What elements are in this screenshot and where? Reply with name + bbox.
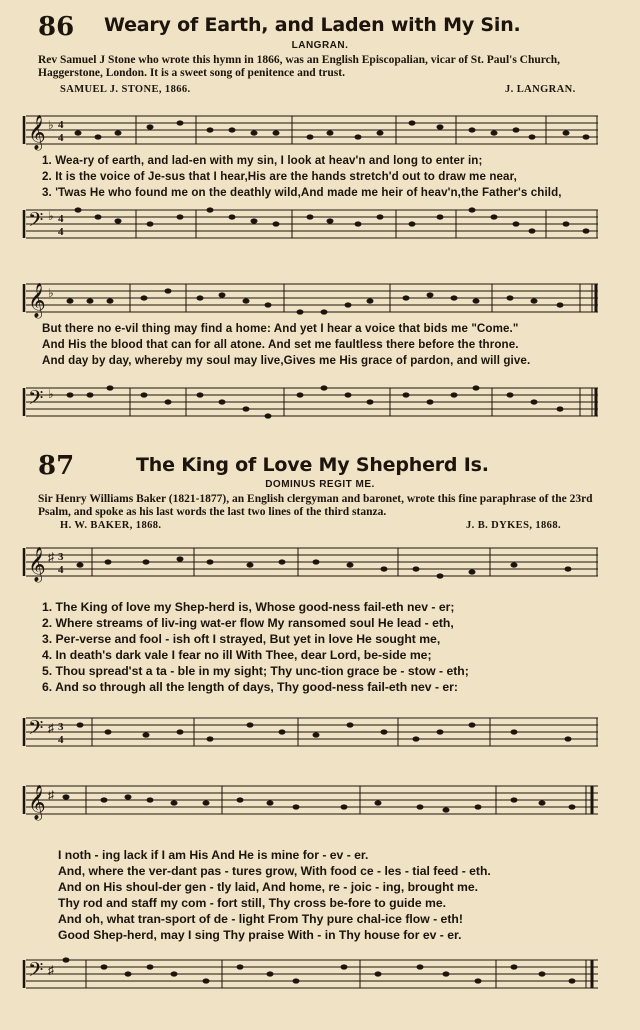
- hymn-title: Weary of Earth, and Laden with My Sin.: [104, 14, 521, 36]
- tune-name: LANGRAN.: [291, 40, 349, 51]
- svg-text:𝄞: 𝄞: [28, 548, 46, 581]
- svg-text:3: 3: [58, 551, 64, 563]
- words-credit: SAMUEL J. STONE, 1866.: [60, 84, 191, 95]
- tune-name: DOMINUS REGIT ME.: [265, 479, 375, 490]
- svg-text:𝄢: 𝄢: [28, 210, 44, 236]
- svg-text:♭: ♭: [48, 387, 54, 401]
- hymn-title: The King of Love My Shepherd Is.: [136, 454, 489, 476]
- svg-text:4: 4: [58, 564, 64, 576]
- lyric-line: Thy rod and staff my com - fort still, Thy cross be-fore to guide me.: [58, 896, 447, 910]
- lyric-line: 6. And so through all the length of days, Thy good-ness fail-eth nev - er:: [42, 680, 458, 694]
- svg-text:♭: ♭: [48, 118, 54, 132]
- hymn-number: 86: [38, 12, 75, 42]
- lyric-line: I noth - ing lack if I am His And He is mine for - ev - er.: [58, 848, 369, 862]
- svg-text:♯: ♯: [48, 550, 54, 564]
- music-staff-treble: [0, 274, 640, 324]
- music-staff-bass: [0, 948, 640, 1006]
- lyric-line: 4. In death's dark vale I fear no ill With Thee, dear Lord, be-side me;: [42, 648, 432, 662]
- music-staff-treble: [0, 106, 640, 156]
- lyric-line: 3. 'Twas He who found me on the deathly wild,And made me heir of heav'n,the Father's child,: [42, 186, 562, 199]
- lyric-line: 2. It is the voice of Je-sus that I hear,His are the hands stretch'd out to draw me near,: [42, 170, 517, 183]
- svg-text:4: 4: [58, 132, 64, 144]
- lyric-line: And on His shoul-der gen - tly laid, And home, re - joic - ing, brought me.: [58, 880, 479, 894]
- words-credit: H. W. BAKER, 1868.: [60, 520, 162, 531]
- hymn-introduction: Rev Samuel J Stone who wrote this hymn in 1866, was an English Episcopalian, vicar of St. Paul's Church, Haggerstone, London. It is a sweet song of penitence and trust.: [38, 54, 561, 79]
- svg-text:𝄞: 𝄞: [28, 786, 46, 819]
- svg-text:♭: ♭: [48, 209, 54, 223]
- lyric-line: And, where the ver-dant pas - tures grow, With food ce - les - tial feed - eth.: [58, 864, 491, 878]
- svg-text:4: 4: [58, 119, 64, 131]
- lyric-line: Good Shep-herd, may I sing Thy praise With - in Thy house for ev - er.: [58, 928, 462, 942]
- lyric-line: 5. Thou spread'st a ta - ble in my sight; Thy unc-tion grace be - stow - eth;: [42, 664, 469, 678]
- lyric-line: And His the blood that can for all atone. And set me faultless there before the throne.: [42, 338, 519, 351]
- lyric-line: 1. Wea-ry of earth, and lad-en with my sin, I look at heav'n and long to enter in;: [42, 154, 483, 167]
- svg-text:𝄢: 𝄢: [28, 718, 44, 744]
- music-staff-bass: [0, 706, 640, 764]
- lyric-line: 2. Where streams of liv-ing wat-er flow My ransomed soul He lead - eth,: [42, 616, 454, 630]
- lyric-line: And oh, what tran-sport of de - light From Thy pure chal-ice flow - eth!: [58, 912, 463, 926]
- music-staff-bass: [0, 378, 640, 428]
- svg-text:♭: ♭: [48, 286, 54, 300]
- music-credit: J. LANGRAN.: [505, 84, 576, 95]
- svg-text:4: 4: [58, 213, 64, 225]
- lyric-line: And day by day, whereby my soul may live,Gives me His grace of pardon, and will give.: [42, 354, 531, 367]
- svg-text:3: 3: [58, 721, 64, 733]
- svg-text:4: 4: [58, 734, 64, 746]
- hymn-introduction: Sir Henry Williams Baker (1821-1877), an English clergyman and baronet, wrote this fine paraphrase of the 23rd Psalm, and spoke as his last words the last two lines of the third stanza.: [38, 493, 593, 518]
- svg-text:♯: ♯: [48, 721, 54, 735]
- lyric-line: 1. The King of love my Shep-herd is, Whose good-ness fail-eth nev - er;: [42, 600, 455, 614]
- lyric-line: But there no e-vil thing may find a home: And yet I hear a voice that bids me "Come.": [42, 322, 519, 335]
- music-credit: J. B. DYKES, 1868.: [466, 520, 562, 531]
- hymn-number: 87: [38, 451, 75, 481]
- svg-text:𝄞: 𝄞: [28, 284, 46, 317]
- svg-text:𝄞: 𝄞: [28, 116, 46, 149]
- svg-text:♯: ♯: [48, 963, 54, 977]
- svg-text:4: 4: [58, 226, 64, 238]
- svg-text:𝄢: 𝄢: [28, 388, 44, 414]
- lyric-line: 3. Per-verse and fool - ish oft I strayed, But yet in love He sought me,: [42, 632, 441, 646]
- svg-text:♯: ♯: [48, 788, 54, 802]
- svg-text:𝄢: 𝄢: [28, 960, 44, 986]
- music-staff-bass: [0, 200, 640, 250]
- music-staff-treble: [0, 776, 640, 834]
- music-staff-treble: [0, 538, 640, 596]
